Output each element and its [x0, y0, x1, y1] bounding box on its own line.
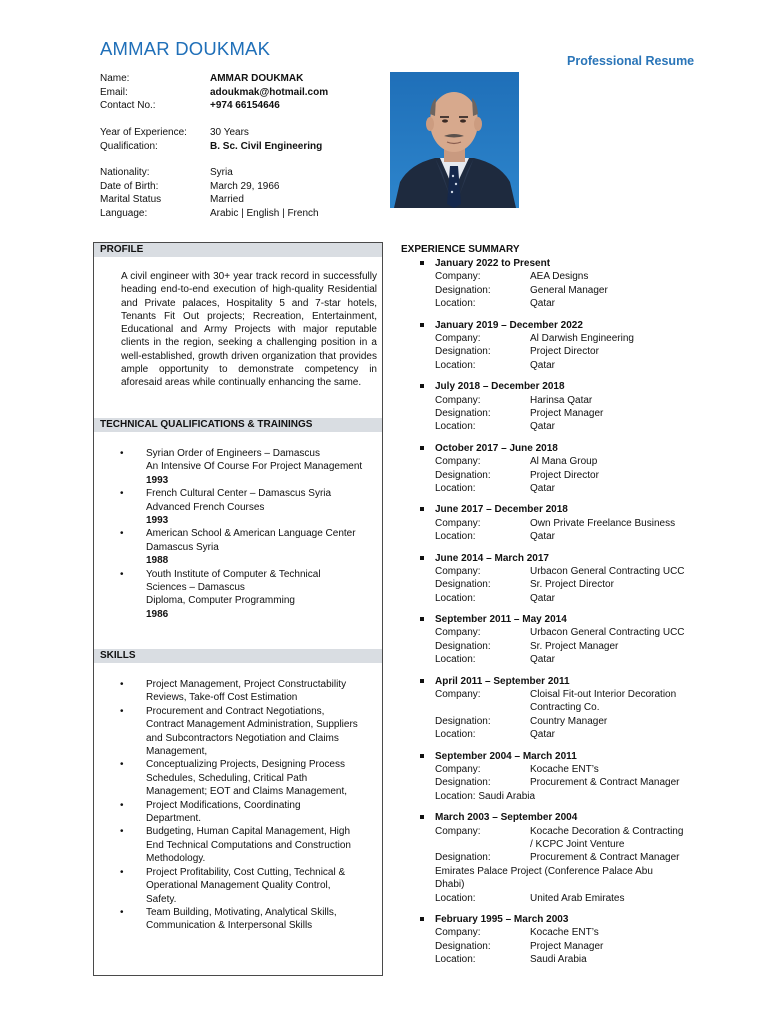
experience-entry — [420, 675, 740, 742]
experience-field-label: Company: — [435, 271, 481, 283]
experience-field-value: Harinsa Qatar — [530, 394, 593, 406]
bullet-icon: • — [120, 448, 124, 459]
skill-item — [120, 906, 375, 933]
experience-row — [420, 825, 740, 838]
experience-field-label: Company: — [435, 764, 481, 776]
experience-field-value: Cloisal Fit-out Interior Decoration — [530, 689, 677, 701]
experience-period-text: June 2017 – December 2018 — [435, 504, 568, 516]
qualifications-list — [120, 447, 375, 621]
qualification-line: American School & American Language Center — [146, 528, 356, 540]
info-value: adoukmak@hotmail.com — [210, 86, 329, 98]
info-value: Arabic | English | French — [210, 207, 319, 219]
skill-line: Schedules, Scheduling, Critical Path — [146, 772, 308, 784]
skill-line: Conceptualizing Projects, Designing Process — [146, 759, 345, 771]
info-label: Date of Birth: — [100, 180, 159, 192]
qualification-item — [120, 527, 375, 567]
square-bullet-icon — [420, 754, 424, 758]
info-label: Contact No.: — [100, 100, 156, 111]
bullet-icon: • — [120, 866, 124, 878]
skill-item — [120, 758, 375, 798]
experience-field-value: Qatar — [530, 482, 556, 494]
experience-field-label: Emirates Palace Project (Conference Palace Abu — [435, 865, 653, 877]
info-value: Syria — [210, 167, 233, 178]
skill-line: Procurement and Contract Negotiations, — [146, 705, 325, 717]
bullet-icon: • — [120, 906, 124, 918]
experience-field-label: Location: — [435, 892, 476, 904]
experience-field-label: Company: — [435, 825, 481, 837]
experience-field-value: Procurement & Contract Manager — [530, 852, 680, 864]
experience-field-label: Location: — [435, 298, 476, 310]
square-bullet-icon — [420, 384, 424, 388]
skills-heading: SKILLS — [94, 649, 382, 663]
experience-period — [420, 380, 740, 393]
experience-row — [420, 530, 740, 543]
document-label: Professional Resume — [567, 54, 695, 68]
experience-entry — [420, 913, 740, 967]
experience-field-label: Designation: — [435, 284, 491, 296]
experience-period — [420, 503, 740, 516]
experience-field-label: Company: — [435, 394, 481, 406]
experience-field-value: Project Director — [530, 469, 599, 481]
skill-line: Contract Management Administration, Suppliers — [146, 719, 358, 731]
experience-period-text: January 2019 – December 2022 — [435, 319, 583, 331]
info-value: Married — [210, 194, 244, 205]
square-bullet-icon — [420, 617, 424, 621]
skill-line: Budgeting, Human Capital Management, High — [146, 826, 351, 838]
experience-period-text: September 2011 – May 2014 — [435, 614, 567, 626]
experience-row — [420, 926, 740, 939]
experience-row — [420, 270, 740, 283]
experience-field-label: Location: — [435, 482, 476, 494]
skill-line: Project Modifications, Coordinating — [146, 799, 301, 811]
experience-period-text: January 2022 to Present — [435, 258, 551, 269]
info-label: Qualification: — [100, 140, 158, 152]
skill-line: Safety. — [146, 893, 177, 905]
info-value: B. Sc. Civil Engineering — [210, 140, 323, 152]
experience-entry — [420, 613, 740, 667]
experience-row — [420, 940, 740, 953]
experience-row — [420, 953, 740, 966]
experience-row — [420, 284, 740, 297]
experience-row — [420, 865, 740, 878]
info-label: Nationality: — [100, 167, 150, 178]
experience-row — [420, 345, 740, 358]
experience-field-label: Designation: — [435, 407, 491, 419]
bullet-icon: • — [120, 528, 124, 540]
skill-line: End Technical Computations and Construction — [146, 839, 351, 851]
experience-field-label: Company: — [435, 627, 481, 639]
profile-heading: PROFILE — [94, 243, 382, 257]
experience-field-value: Urbacon General Contracting UCC — [530, 565, 685, 577]
experience-row — [420, 517, 740, 530]
experience-row — [420, 701, 740, 714]
experience-field-label: Designation: — [435, 579, 491, 591]
experience-period-text: April 2011 – September 2011 — [435, 675, 570, 687]
experience-row — [420, 851, 740, 864]
info-value: AMMAR DOUKMAK — [210, 73, 304, 84]
skill-line: Project Profitability, Cost Cutting, Technical & — [146, 866, 346, 878]
skill-item — [120, 825, 375, 865]
experience-field-label: Location: Saudi Arabia — [435, 790, 536, 802]
square-bullet-icon — [420, 323, 424, 327]
experience-row — [420, 640, 740, 653]
bullet-icon: • — [120, 799, 124, 811]
experience-row — [420, 420, 740, 433]
experience-field-value: Sr. Project Director — [530, 579, 614, 591]
profile-photo-image — [390, 72, 519, 208]
experience-field-value: Qatar — [530, 531, 556, 543]
experience-field-label: Company: — [435, 927, 481, 939]
experience-row — [420, 565, 740, 578]
skill-item — [120, 799, 375, 826]
qualification-year: 1993 — [146, 474, 169, 486]
experience-heading: EXPERIENCE SUMMARY — [401, 244, 520, 255]
info-value: 30 Years — [210, 127, 249, 138]
skill-item — [120, 678, 375, 705]
experience-row — [420, 359, 740, 372]
experience-field-value: Kocache ENT’s — [530, 764, 599, 776]
square-bullet-icon — [420, 507, 424, 511]
experience-field-value: AEA Designs — [530, 271, 589, 283]
profile-photo — [390, 72, 519, 208]
qualification-item — [120, 568, 375, 622]
skills-list — [120, 678, 375, 933]
experience-row — [420, 878, 740, 891]
experience-row — [420, 455, 740, 468]
skill-line: and Subcontractors Negotiation and Claims — [146, 732, 339, 744]
bullet-icon: • — [120, 488, 124, 500]
qualification-item — [120, 447, 375, 487]
square-bullet-icon — [420, 917, 424, 921]
experience-field-label: Company: — [435, 565, 481, 577]
experience-field-value: United Arab Emirates — [530, 892, 625, 904]
qualification-line: French Cultural Center – Damascus Syria — [146, 488, 332, 500]
experience-entry — [420, 257, 740, 311]
experience-field-label: Location: — [435, 531, 476, 543]
square-bullet-icon — [420, 815, 424, 819]
qualification-year: 1988 — [146, 555, 169, 567]
experience-field-value: Qatar — [530, 298, 556, 310]
qualification-year: 1993 — [146, 515, 169, 527]
qualification-line: Sciences – Damascus — [146, 582, 245, 594]
qualification-line: Youth Institute of Computer & Technical — [146, 568, 321, 580]
qualifications-heading: TECHNICAL QUALIFICATIONS & TRAININGS — [94, 418, 382, 432]
experience-entry — [420, 552, 740, 606]
experience-entry — [420, 319, 740, 373]
experience-field-label: Location: — [435, 592, 476, 604]
experience-row — [420, 332, 740, 345]
experience-period — [420, 811, 740, 824]
bullet-icon: • — [120, 759, 124, 771]
experience-row — [420, 776, 740, 789]
experience-field-label: Designation: — [435, 852, 491, 864]
experience-row — [420, 728, 740, 741]
experience-row — [420, 394, 740, 407]
experience-period — [420, 750, 740, 763]
experience-field-label: Location: — [435, 954, 476, 966]
experience-row — [420, 838, 740, 851]
experience-period-text: October 2017 – June 2018 — [435, 442, 558, 454]
experience-period — [420, 442, 740, 455]
info-label: Email: — [100, 86, 128, 98]
experience-period-text: June 2014 – March 2017 — [435, 552, 549, 564]
experience-period — [420, 913, 740, 926]
experience-field-label: Location: — [435, 654, 476, 666]
experience-period — [420, 319, 740, 332]
bullet-icon: • — [120, 568, 124, 580]
experience-period-text: March 2003 – September 2004 — [435, 812, 578, 824]
experience-period — [420, 257, 740, 270]
experience-row — [420, 763, 740, 776]
experience-field-value: Project Manager — [530, 940, 604, 952]
info-label: Language: — [100, 207, 148, 219]
experience-field-label: Designation: — [435, 469, 491, 481]
experience-field-label: Designation: — [435, 640, 491, 652]
experience-field-label: Company: — [435, 332, 481, 344]
bullet-icon: • — [120, 705, 124, 717]
experience-field-label: Dhabi) — [435, 879, 465, 891]
experience-field-value: Sr. Project Manager — [530, 640, 619, 652]
experience-field-value: Qatar — [530, 729, 556, 741]
experience-entry — [420, 380, 740, 434]
experience-field-value: Contracting Co. — [530, 702, 600, 714]
experience-field-value: / KCPC Joint Venture — [530, 839, 625, 850]
experience-row — [420, 892, 740, 905]
profile-summary-text: A civil engineer with 30+ year track record in successfully heading end-to-end execution of high-quality Residential and Private palaces, Hospitality 5 and 7-star hotels, Tenants Fit Out projects; Recreation, Entertainment, Educational and Army Projects with major reputable clients in the region, seeking a challenging position in a well-established, growth driven organization that provides ample opportunity to demonstrate competency in aforesaid areas while continually enhancing the same. — [121, 271, 377, 389]
experience-period — [420, 613, 740, 626]
info-value: March 29, 1966 — [210, 180, 280, 192]
experience-field-value: General Manager — [530, 284, 608, 296]
experience-field-label: Designation: — [435, 346, 491, 358]
skill-line: Team Building, Motivating, Analytical Skills, — [146, 906, 337, 918]
experience-field-value: Urbacon General Contracting UCC — [530, 627, 685, 639]
experience-field-label: Company: — [435, 517, 481, 529]
experience-field-value: Procurement & Contract Manager — [530, 777, 680, 789]
experience-entry — [420, 750, 740, 804]
qualification-line: Diploma, Computer Programming — [146, 595, 295, 607]
candidate-name-title: AMMAR DOUKMAK — [100, 38, 271, 59]
skill-item — [120, 705, 375, 759]
experience-period — [420, 675, 740, 688]
experience-field-value: Kocache ENT’s — [530, 927, 599, 939]
experience-entry — [420, 442, 740, 496]
experience-field-value: Own Private Freelance Business — [530, 517, 676, 529]
qualification-line: An Intensive Of Course For Project Management — [146, 461, 363, 473]
qualification-line: Damascus Syria — [146, 541, 219, 553]
skill-line: Project Management, Project Constructability — [146, 679, 347, 690]
square-bullet-icon — [420, 446, 424, 450]
skill-line: Department. — [146, 813, 202, 825]
experience-field-label: Company: — [435, 689, 481, 701]
experience-period-text: February 1995 – March 2003 — [435, 913, 569, 925]
info-value: +974 66154646 — [210, 100, 280, 111]
experience-field-value: Kocache Decoration & Contracting — [530, 825, 684, 837]
experience-row — [420, 297, 740, 310]
experience-row — [420, 592, 740, 605]
experience-field-value: Qatar — [530, 654, 556, 666]
experience-field-label: Designation: — [435, 777, 491, 789]
experience-row — [420, 407, 740, 420]
experience-row — [420, 688, 740, 701]
experience-field-label: Company: — [435, 456, 481, 468]
experience-field-label: Location: — [435, 729, 476, 741]
qualification-year: 1986 — [146, 608, 169, 620]
skill-line: Communication & Interpersonal Skills — [146, 920, 313, 932]
info-label: Marital Status — [100, 194, 162, 205]
bullet-icon: • — [120, 826, 124, 838]
experience-field-label: Location: — [435, 359, 476, 371]
skill-item — [120, 866, 375, 906]
skill-line: Reviews, Take-off Cost Estimation — [146, 692, 298, 704]
skill-line: Management; EOT and Claims Management, — [146, 786, 348, 798]
experience-field-value: Al Darwish Engineering — [530, 332, 634, 344]
experience-row — [420, 626, 740, 639]
square-bullet-icon — [420, 679, 424, 683]
skill-line: Methodology. — [146, 853, 206, 865]
experience-field-value: Project Director — [530, 346, 599, 358]
qualification-line: Advanced French Courses — [146, 501, 265, 513]
experience-list — [420, 257, 740, 967]
experience-field-value: Project Manager — [530, 407, 604, 419]
experience-row — [420, 790, 740, 803]
info-label: Year of Experience: — [100, 127, 187, 138]
bullet-icon: • — [120, 679, 124, 690]
experience-field-value: Al Mana Group — [530, 456, 598, 468]
experience-period — [420, 552, 740, 565]
experience-field-label: Location: — [435, 421, 476, 433]
skill-line: Management, — [146, 746, 208, 758]
experience-field-value: Saudi Arabia — [530, 954, 587, 966]
qualification-line: Syrian Order of Engineers – Damascus — [146, 448, 320, 459]
experience-row — [420, 653, 740, 666]
experience-field-value: Country Manager — [530, 715, 608, 727]
experience-row — [420, 715, 740, 728]
experience-field-value: Qatar — [530, 421, 556, 433]
experience-entry — [420, 811, 740, 905]
experience-row — [420, 482, 740, 495]
info-label: Name: — [100, 73, 130, 84]
experience-field-label: Designation: — [435, 715, 491, 727]
experience-field-value: Qatar — [530, 592, 556, 604]
experience-period-text: July 2018 – December 2018 — [435, 381, 565, 393]
experience-row — [420, 469, 740, 482]
experience-field-label: Designation: — [435, 940, 491, 952]
square-bullet-icon — [420, 556, 424, 560]
qualification-item — [120, 487, 375, 527]
experience-period-text: September 2004 – March 2011 — [435, 750, 577, 762]
skill-line: Operational Management Quality Control, — [146, 880, 331, 892]
square-bullet-icon — [420, 261, 424, 265]
experience-field-value: Qatar — [530, 359, 556, 371]
experience-row — [420, 578, 740, 591]
experience-entry — [420, 503, 740, 543]
